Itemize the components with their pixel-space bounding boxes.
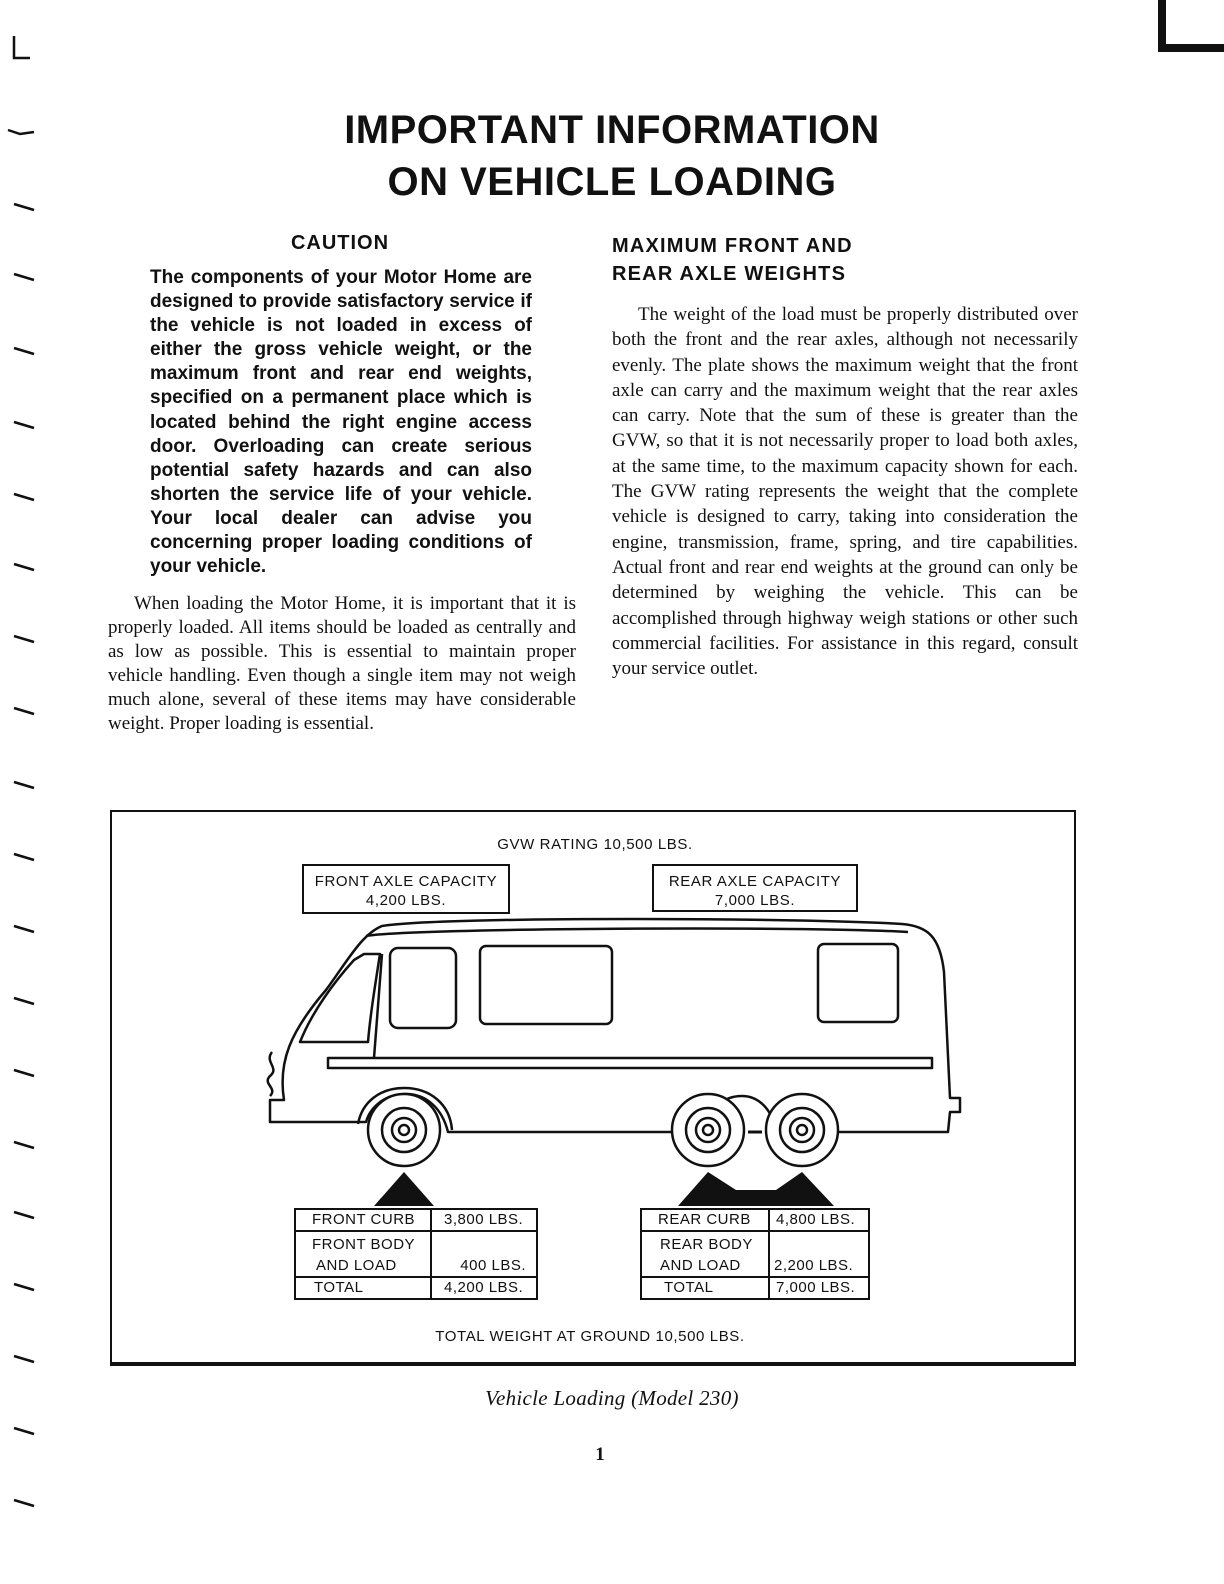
axle-weights-paragraph: The weight of the load must be properly distributed over both the front and the rear axles, although not necessarily evenly. The plate shows the maximum weight that the front axle can carry and the maximum weight that the rear axles can carry. Note that the sum of these is greater than the GVW, so that it is not necessarily proper to load both axles, at the same time, to the maximum capacity shown for each. The GVW rating represents the weight that the complete vehicle is designed to carry, taking into consideration the engine, transmission, frame, spring, and tire capabilities. Actual front and rear end weights at the ground can only be determined by weighing the vehicle. This can be accomplished through highway weigh stations or other such commercial facilities. For assistance in this regard, consult your service outlet. <box>612 304 1078 680</box>
front-wheel <box>368 1094 440 1166</box>
front-axle-capacity-label: FRONT AXLE CAPACITY <box>314 873 498 890</box>
axle-weights-heading <box>612 232 912 288</box>
rear-body-label <box>641 1231 769 1277</box>
rear-body-label-line-2: AND LOAD <box>660 1257 741 1274</box>
rear-curb-label: REAR CURB <box>641 1209 769 1231</box>
rear-window <box>818 944 898 1022</box>
front-total-label: TOTAL <box>295 1277 431 1299</box>
rear-body-value: 2,200 LBS. <box>769 1231 869 1277</box>
rear-curb-value: 4,800 LBS. <box>769 1209 869 1231</box>
front-curb-label: FRONT CURB <box>295 1209 431 1231</box>
front-total-value: 4,200 LBS. <box>431 1277 537 1299</box>
table-row <box>641 1209 869 1231</box>
belt-molding <box>328 1058 932 1068</box>
caution-heading: CAUTION <box>290 232 390 254</box>
corner-tab-mark <box>1150 0 1224 60</box>
motor-home-illustration <box>112 812 1074 1362</box>
table-row <box>295 1277 537 1299</box>
table-row <box>641 1231 869 1277</box>
rear-body-label-line-1: REAR BODY <box>660 1236 753 1253</box>
middle-window <box>480 946 612 1024</box>
vehicle-loading-diagram <box>110 810 1076 1366</box>
caution-text: The components of your Motor Home are designed to provide satisfactory service if the vehicle is not loaded in excess of either the gross vehicle weight, or the maximum front and rear end weights, specified on a permanent place which is located behind the right engine access door. Overloading can create serious potential safety hazards and can also shorten the service life of your vehicle. Your local dealer can advise you concerning proper loading conditions of your vehicle. <box>150 267 532 578</box>
table-row <box>295 1231 537 1277</box>
cab-window <box>390 948 456 1028</box>
page-number: 1 <box>595 1444 605 1465</box>
windshield-icon <box>300 954 380 1042</box>
loading-paragraph: When loading the Motor Home, it is important that it is properly loaded. All items should be loaded as centrally and as low as possible. This is essential to maintain proper vehicle handling. Even though a single item may not weigh much alone, several of these items may have considerable weight. Proper loading is essential. <box>108 593 576 735</box>
front-load-arrow <box>374 1172 434 1206</box>
rear-weight-table <box>640 1208 870 1300</box>
rear-wheel-2 <box>766 1094 838 1166</box>
page-title-line-1: IMPORTANT INFORMATION <box>344 108 880 152</box>
rear-total-value: 7,000 LBS. <box>769 1277 869 1299</box>
binder-margin-marks <box>0 0 60 1584</box>
table-row <box>295 1209 537 1231</box>
front-body-label-line-2: AND LOAD <box>316 1257 397 1274</box>
gvw-rating-label: GVW RATING 10,500 LBS. <box>497 836 693 853</box>
roof-line <box>366 929 908 936</box>
front-axle-capacity-value: 4,200 LBS. <box>365 892 447 909</box>
axle-weights-heading-line-1: MAXIMUM FRONT AND <box>612 235 853 257</box>
front-body-value: 400 LBS. <box>431 1231 537 1277</box>
rear-wheel-1 <box>672 1094 744 1166</box>
figure-caption: Vehicle Loading (Model 230) <box>485 1386 739 1410</box>
front-curb-value: 3,800 LBS. <box>431 1209 537 1231</box>
rear-axle-capacity-label: REAR AXLE CAPACITY <box>668 873 842 890</box>
page-title-line-2: ON VEHICLE LOADING <box>387 160 837 204</box>
axle-weights-heading-line-2: REAR AXLE WEIGHTS <box>612 263 847 285</box>
rear-axle-capacity-value: 7,000 LBS. <box>714 892 796 909</box>
front-grille <box>268 1052 274 1096</box>
front-body-label-line-1: FRONT BODY <box>312 1236 416 1253</box>
motor-home-body <box>270 919 960 1132</box>
front-weight-table <box>294 1208 538 1300</box>
front-body-label <box>295 1231 431 1277</box>
rear-load-arrows <box>678 1172 834 1206</box>
rear-total-label: TOTAL <box>641 1277 769 1299</box>
total-weight-at-ground: TOTAL WEIGHT AT GROUND 10,500 LBS. <box>435 1328 745 1345</box>
table-row <box>641 1277 869 1299</box>
